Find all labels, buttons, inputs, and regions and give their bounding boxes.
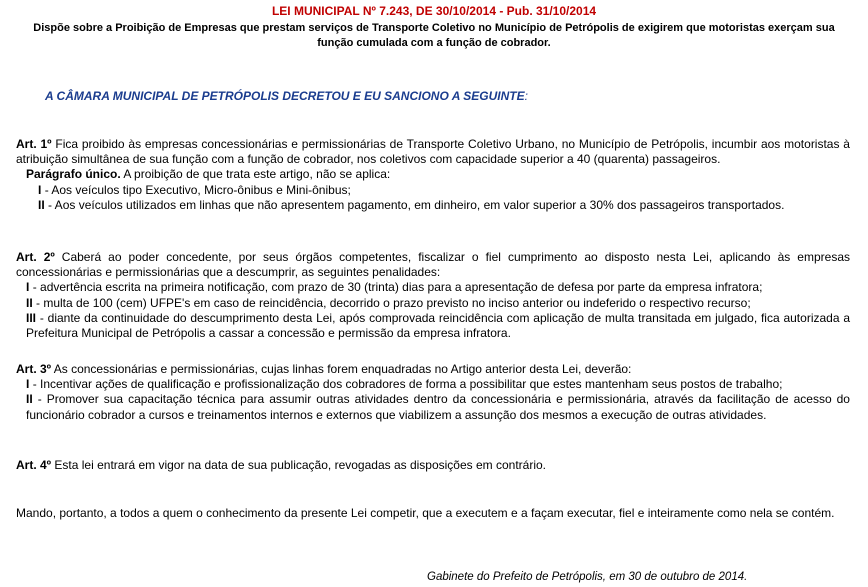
closing-statement: Mando, portanto, a todos a quem o conhecimento da presente Lei competir, que a executem e a façam executar, fiel e inteiramente como nela se contém.: [16, 506, 835, 520]
item-text: - Aos veículos utilizados em linhas que não apresentem pagamento, em dinheiro, em valor superior a 30% dos passageiros transportados.: [48, 197, 785, 212]
article-1-text: Fica proibido às empresas concessionárias e permissionárias de Transporte Coletivo Urbano, no Município de Petrópolis, incumbir aos motoristas à atribuição simultânea de sua função com a função de cobrador, nos coletivos com capacidade superior a 40 (quarenta) passageiros.: [16, 137, 850, 167]
article-4-text: Esta lei entrará em vigor na data de sua publicação, revogadas as disposições em contrário.: [54, 458, 547, 472]
item-number: I: [38, 182, 42, 197]
article-4: [16, 458, 850, 473]
article-2-item-1: [16, 280, 850, 295]
item-number: III: [26, 310, 37, 325]
article-2-item-3: [16, 311, 850, 341]
article-3-text: As concessionárias e permissionárias, cujas linhas forem enquadradas no Artigo anterior desta Lei, deverão:: [53, 362, 632, 376]
article-3-label: Art. 3º: [16, 362, 52, 376]
paragraph-text: A proibição de que trata este artigo, não se aplica:: [123, 167, 391, 182]
article-3-body: [16, 362, 850, 377]
item-text: - advertência escrita na primeira notificação, com prazo de 30 (trinta) dias para a apresentação de defesa por parte da empresa infratora;: [32, 280, 763, 295]
item-text: - Promover sua capacitação técnica para assumir outras atividades dentro da concessionária e permissionária, através da facilitação de acesso do funcionário cobrador a cursos e treinamentos internos e externos que viabilizem a assunção dos mesmos a execução de outras atividades.: [26, 392, 850, 422]
item-text: - multa de 100 (cem) UFPE's em caso de reincidência, decorrido o prazo previsto no inciso anterior ou indeferido o respectivo recurso;: [36, 295, 751, 310]
article-1-item-1: [16, 183, 850, 198]
article-2-body: [16, 250, 850, 280]
article-2-label: Art. 2º: [16, 250, 55, 264]
item-number: II: [26, 392, 33, 407]
law-summary: [0, 21, 868, 51]
article-3-item-1: [16, 377, 850, 392]
item-text: - Incentivar ações de qualificação e profissionalização dos cobradores de forma a possibilitar que estes mantenham seus postos de trabalho;: [32, 377, 783, 392]
decree-statement: [45, 89, 528, 103]
article-2-item-2: [16, 296, 850, 311]
decree-text: A CÂMARA MUNICIPAL DE PETRÓPOLIS DECRETOU E EU SANCIONO A SEGUINTE: [45, 89, 525, 103]
paragraph-label: Parágrafo único.: [26, 167, 121, 182]
item-text: - Aos veículos tipo Executivo, Micro-ônibus e Mini-ônibus;: [44, 182, 351, 197]
article-1-paragraph: [16, 167, 850, 182]
item-number: I: [26, 280, 30, 295]
signature-line: Gabinete do Prefeito de Petrópolis, em 30 de outubro de 2014.: [427, 571, 748, 583]
item-text: - diante da continuidade do descumprimento desta Lei, após comprovada reincidência com aplicação de multa transitada em julgado, fica autorizada a Prefeitura Municipal de Petrópolis a cassar a concessão e permissão da empresa infratora.: [26, 310, 850, 341]
article-2: [16, 250, 850, 341]
article-4-body: [16, 458, 850, 473]
law-summary-line-1: Dispõe sobre a Proibição de Empresas que prestam serviços de Transporte Coletivo no Município de Petrópolis de exigirem que motoristas exerçam sua: [33, 22, 835, 34]
article-1: [16, 137, 850, 213]
article-1-body: [16, 137, 850, 167]
article-3-item-2: [16, 392, 850, 422]
article-4-label: Art. 4º: [16, 458, 52, 472]
item-number: II: [38, 197, 45, 212]
item-number: I: [26, 377, 30, 392]
article-1-item-2: [16, 198, 850, 213]
law-summary-line-2: função cumulada com a função de cobrador.: [317, 37, 551, 49]
article-1-label: Art. 1º: [16, 137, 52, 151]
item-number: II: [26, 295, 33, 310]
law-title: LEI MUNICIPAL Nº 7.243, DE 30/10/2014 - Pub. 31/10/2014: [271, 4, 597, 18]
decree-colon: :: [524, 89, 528, 103]
article-2-text: Caberá ao poder concedente, por seus órgãos competentes, fiscalizar o fiel cumprimento ao disposto nesta Lei, aplicando às empresas concessionárias e permissionárias que a descumprir, as seguintes penalidades:: [16, 250, 850, 280]
article-3: [16, 362, 850, 423]
